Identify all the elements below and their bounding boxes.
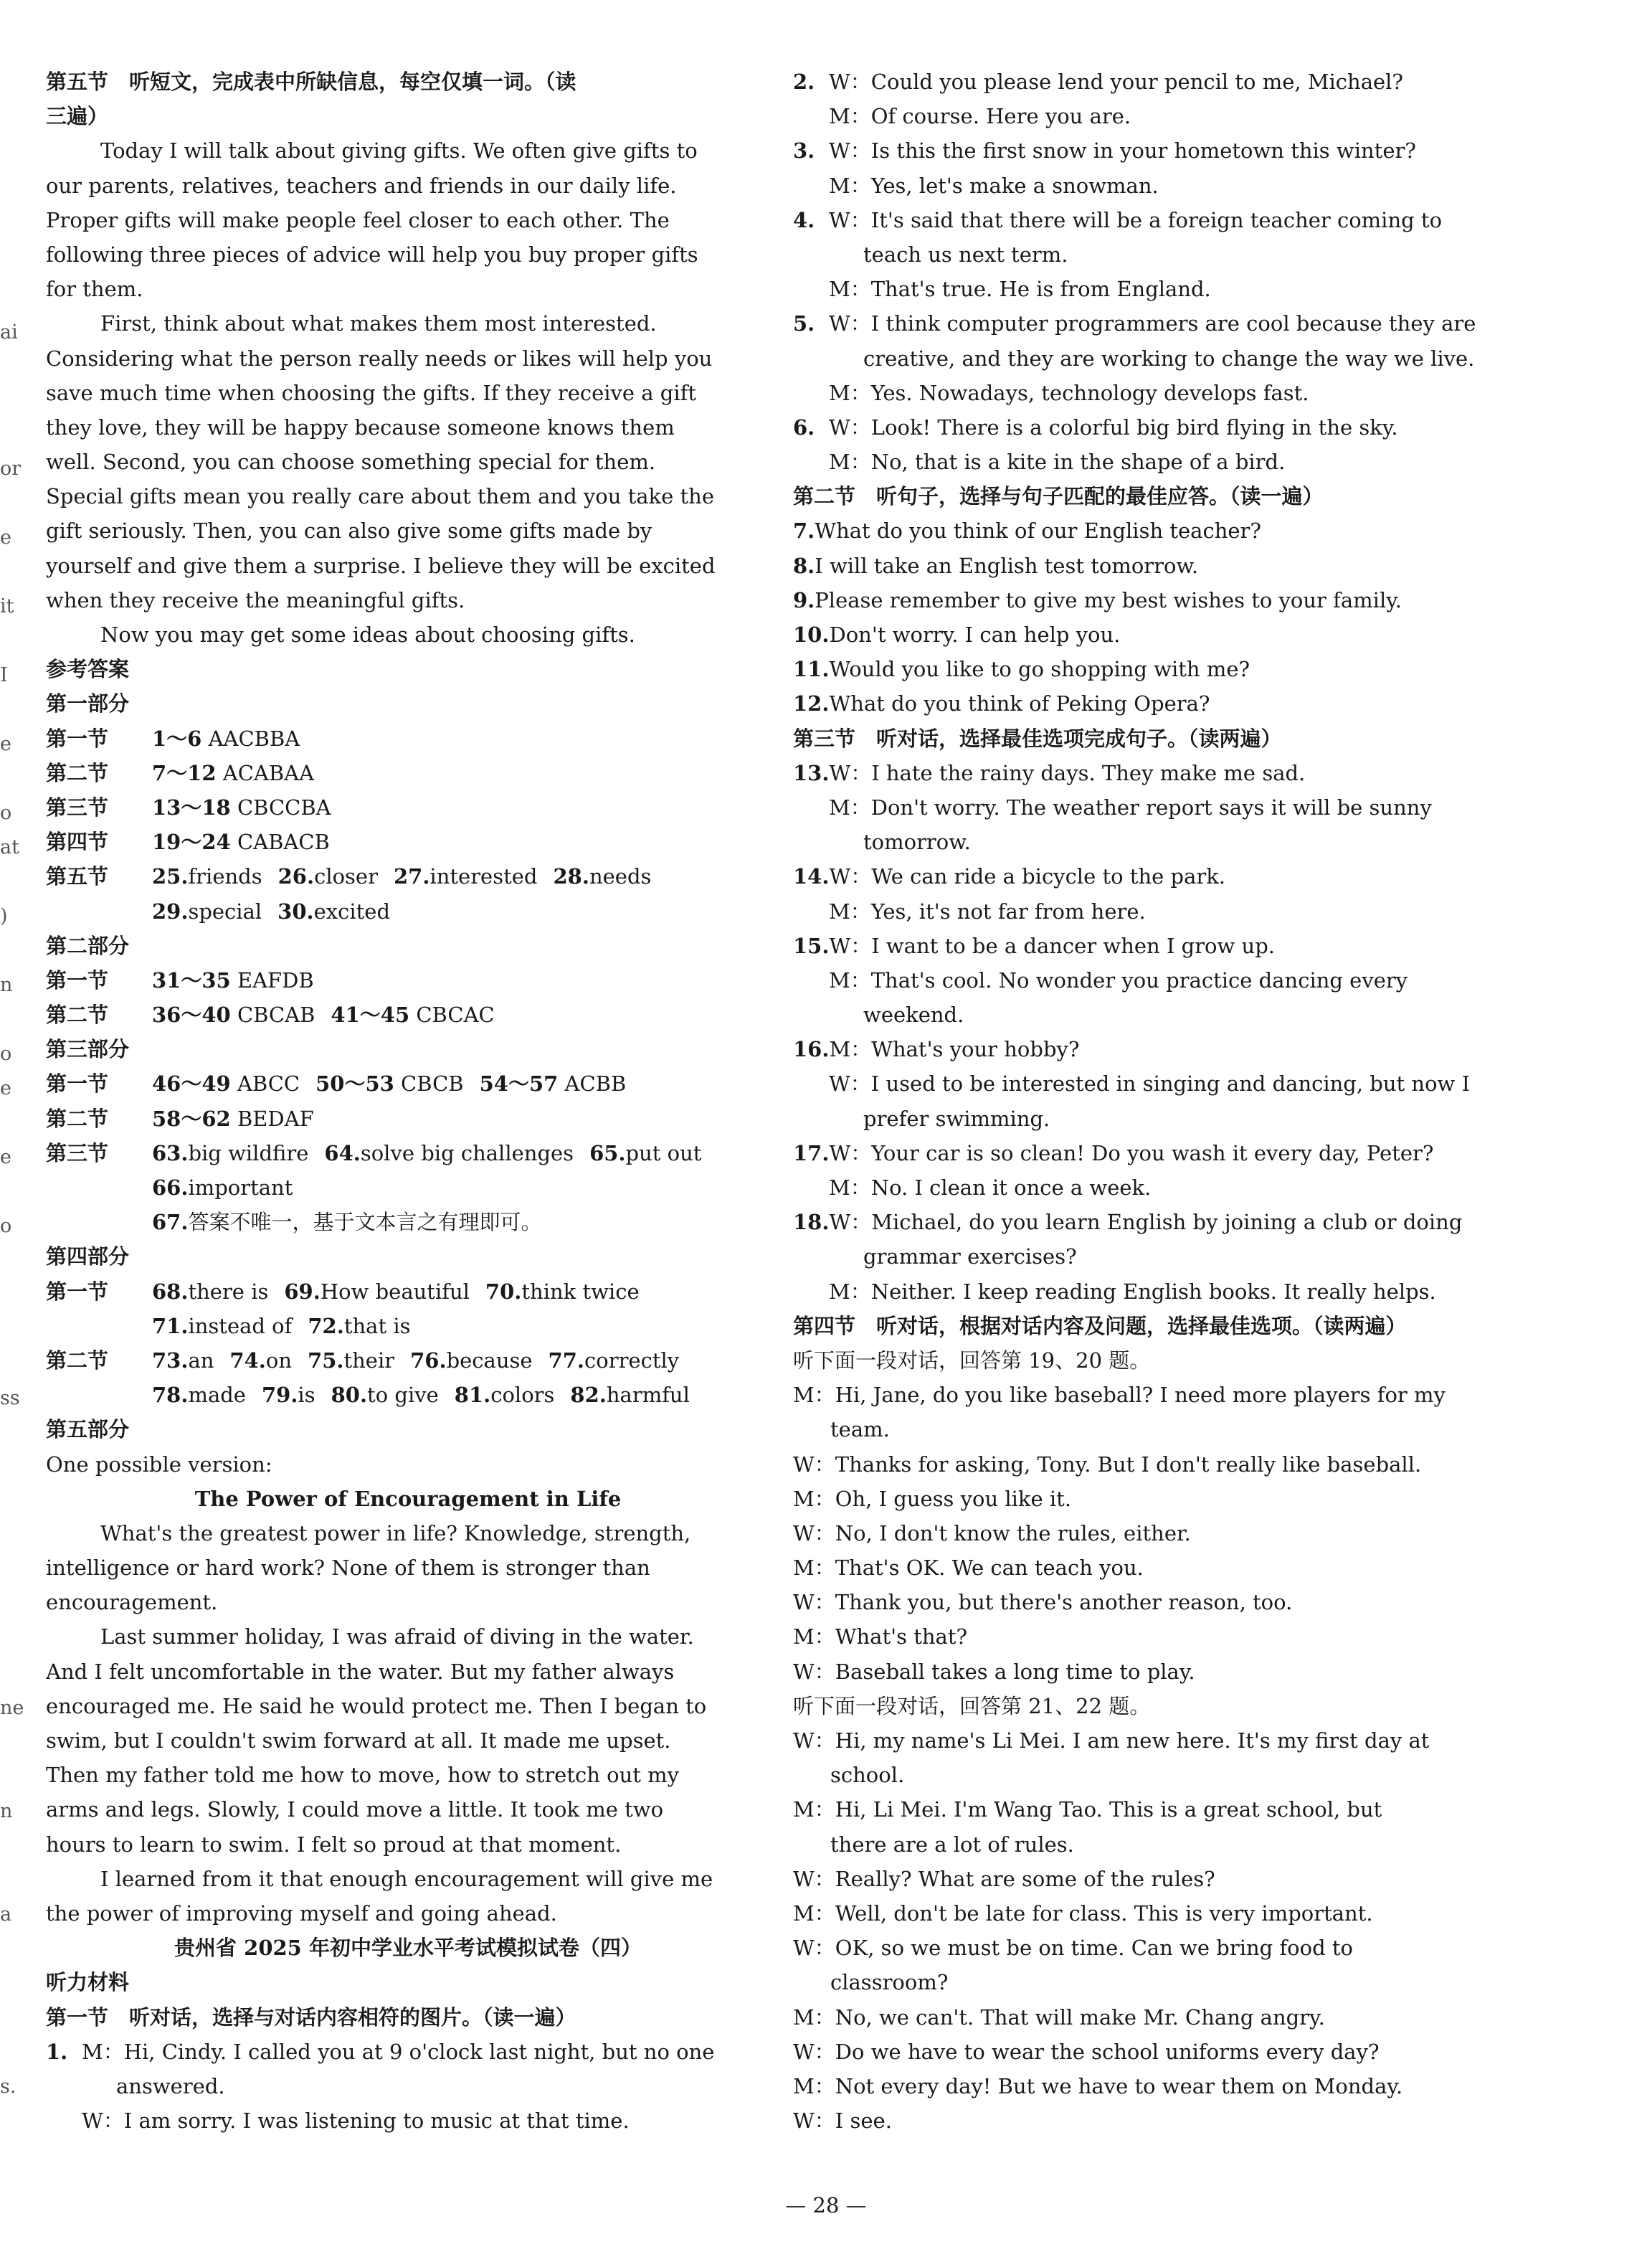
edge-fragment: o (0, 802, 12, 824)
passage-line: save much time when choosing the gifts. If they receive a gift (46, 380, 697, 405)
essay-line: intelligence or hard work? None of them is stronger than (46, 1556, 650, 1581)
dialogue-line: classroom? (830, 1970, 949, 1995)
passage-line: Special gifts mean you really care about them and you take the (46, 484, 714, 509)
dialogue-intro: 听下面一段对话，回答第 21、22 题。 (793, 1693, 1151, 1718)
exam-title: 贵州省 2025 年初中学业水平考试模拟试卷（四） (174, 1936, 642, 1961)
dialogue-line: 15.W：I want to be a dancer when I grow up. (793, 933, 1276, 958)
answers-title: 参考答案 (46, 657, 130, 682)
dialogue-line: M：That's OK. We can teach you. (793, 1556, 1144, 1581)
answer-row: 67.答案不唯一，基于文本言之有理即可。 (152, 1210, 542, 1235)
dialogue-line: M：That's true. He is from England. (829, 277, 1211, 302)
dialogue-line: W：No, I don't know the rules, either. (793, 1520, 1191, 1545)
listening-section4-heading: 第四节 听对话，根据对话内容及问题，选择最佳选项。（读两遍） (793, 1313, 1407, 1338)
dialogue-line: 3. W：Is this the first snow in your hometown this winter? (793, 138, 1416, 164)
section5-heading: 第五节 听短文，完成表中所缺信息，每空仅填一词。（读 (46, 70, 576, 94)
essay-line: Last summer holiday, I was afraid of diving in the water. (100, 1624, 694, 1649)
edge-fragment: s. (0, 2075, 16, 2098)
edge-fragment: e (0, 526, 11, 549)
edge-fragment: or (0, 458, 22, 480)
dialogue-line: M：Yes, it's not far from here. (829, 899, 1146, 924)
essay-line: swim, but I couldn't swim forward at all. It made me upset. (46, 1728, 671, 1753)
dialogue-line: M：Don't worry. The weather report says it will be sunny (829, 795, 1432, 820)
essay-line: What's the greatest power in life? Knowledge, strength, (100, 1520, 691, 1545)
dialogue-line: 14.W：We can ride a bicycle to the park. (793, 864, 1226, 889)
sentence-line: 12.What do you think of Peking Opera? (793, 691, 1210, 716)
edge-fragment: I (0, 664, 8, 686)
dialogue-line: M：Hi, Li Mei. I'm Wang Tao. This is a great school, but (793, 1797, 1382, 1822)
passage-line: following three pieces of advice will help you buy proper gifts (46, 242, 698, 267)
dialogue-line: teach us next term. (863, 242, 1068, 267)
passage-line: our parents, relatives, teachers and friends in our daily life. (46, 173, 677, 198)
sentence-line: 9.Please remember to give my best wishes to your family. (793, 587, 1402, 612)
dialogue-intro: 听下面一段对话，回答第 19、20 题。 (793, 1348, 1151, 1373)
edge-fragment: ) (0, 905, 8, 927)
answer-row: 29.special 30.excited (152, 899, 391, 924)
dialogue-line: creative, and they are working to change the way we live. (863, 346, 1475, 371)
edge-fragment: a (0, 1903, 12, 1926)
edge-fragment: n (0, 974, 13, 996)
edge-fragment: e (0, 733, 11, 755)
dialogue-line: W：Thank you, but there's another reason, too. (793, 1590, 1293, 1615)
part-5-heading: 第五部分 (46, 1417, 130, 1442)
passage-line: Now you may get some ideas about choosing gifts. (100, 622, 635, 647)
passage-line: First, think about what makes them most interested. (100, 311, 657, 336)
dialogue-line: M：Hi, Jane, do you like baseball? I need more players for my (793, 1383, 1446, 1408)
essay-line: And I felt uncomfortable in the water. But my father always (46, 1659, 675, 1684)
dialogue-line: M：Yes. Nowadays, technology develops fast. (829, 380, 1309, 405)
dialogue-line: 1. M：Hi, Cindy. I called you at 9 o'clock last night, but no one (46, 2039, 715, 2064)
passage-line: Today I will talk about giving gifts. We often give gifts to (100, 138, 698, 164)
dialogue-line: tomorrow. (863, 830, 971, 855)
edge-fragment: ne (0, 1697, 24, 1719)
dialogue-line: M：That's cool. No wonder you practice dancing every (829, 967, 1408, 993)
answer-row: 第一节 68.there is 69.How beautiful 70.think twice (46, 1279, 640, 1304)
dialogue-line: M：Neither. I keep reading English books. It really helps. (829, 1279, 1436, 1304)
dialogue-line: W：I used to be interested in singing and dancing, but now I (829, 1071, 1471, 1097)
listening-section2-heading: 第二节 听句子，选择与句子匹配的最佳应答。（读一遍） (793, 484, 1324, 509)
dialogue-line: M：No, that is a kite in the shape of a bird. (829, 450, 1286, 475)
dialogue-line: M：No, we can't. That will make Mr. Chang angry. (793, 2004, 1325, 2030)
passage-line: Considering what the person really needs or likes will help you (46, 346, 713, 371)
part-4-heading: 第四部分 (46, 1244, 130, 1269)
answer-row: 第四节 19～24 CABACB (46, 830, 330, 855)
edge-fragment: e (0, 1146, 11, 1168)
answer-row: 第一节 46～49 ABCC 50～53 CBCB 54～57 ACBB (46, 1071, 627, 1097)
dialogue-line: school. (830, 1763, 905, 1788)
dialogue-line: 17.W：Your car is so clean! Do you wash it every day, Peter? (793, 1140, 1434, 1165)
left-column (46, 65, 770, 2138)
dialogue-line: 16.M：What's your hobby? (793, 1037, 1080, 1062)
answer-row: 66.important (152, 1175, 293, 1200)
dialogue-line: weekend. (863, 1003, 964, 1028)
answer-row: 71.instead of 72.that is (152, 1313, 411, 1338)
passage-line: when they receive the meaningful gifts. (46, 587, 465, 612)
dialogue-line: M：Oh, I guess you like it. (793, 1486, 1072, 1511)
dialogue-line: 4. W：It's said that there will be a foreign teacher coming to (793, 207, 1443, 232)
dialogue-line: 18.W：Michael, do you learn English by joining a club or doing (793, 1210, 1463, 1235)
dialogue-line: 5. W：I think computer programmers are cool because they are (793, 311, 1476, 336)
essay-line: encouraged me. He said he would protect me. Then I began to (46, 1693, 707, 1718)
edge-fragment: at (0, 836, 19, 858)
dialogue-line: team. (830, 1417, 890, 1442)
listening-section3-heading: 第三节 听对话，选择最佳选项完成句子。（读两遍） (793, 726, 1282, 751)
part-3-heading: 第三部分 (46, 1037, 130, 1062)
dialogue-line: M：Well, don't be late for class. This is very important. (793, 1900, 1373, 1926)
passage-line: for them. (46, 277, 143, 302)
passage-line: gift seriously. Then, you can also give some gifts made by (46, 519, 652, 544)
passage-line: well. Second, you can choose something special for them. (46, 450, 656, 475)
dialogue-line: W：Really? What are some of the rules? (793, 1866, 1215, 1891)
essay-line: I learned from it that enough encouragement will give me (100, 1866, 713, 1891)
listening-material-title: 听力材料 (46, 1970, 130, 1995)
answer-row: 第二节 7～12 ACABAA (46, 760, 315, 785)
section5-heading-cont: 三遍） (46, 104, 109, 129)
edge-fragment: n (0, 1800, 13, 1822)
dialogue-line: W：Do we have to wear the school uniforms every day? (793, 2039, 1380, 2064)
sentence-line: 11.Would you like to go shopping with me? (793, 657, 1250, 682)
dialogue-line: M：What's that? (793, 1624, 968, 1649)
answer-row: 第一节 1～6 AACBBA (46, 726, 300, 751)
essay-line: the power of improving myself and going ahead. (46, 1900, 557, 1926)
dialogue-line: 6. W：Look! There is a colorful big bird flying in the sky. (793, 415, 1398, 440)
essay-line: arms and legs. Slowly, I could move a little. It took me two (46, 1797, 664, 1822)
listening-section1-heading: 第一节 听对话，选择与对话内容相符的图片。（读一遍） (46, 2004, 576, 2030)
edge-fragment: o (0, 1215, 12, 1237)
answer-row: 78.made 79.is 80.to give 81.colors 82.harmful (152, 1383, 690, 1408)
answer-row: 第二节 58～62 BEDAF (46, 1106, 314, 1131)
passage-line: yourself and give them a surprise. I believe they will be excited (46, 553, 716, 578)
sentence-line: 7.What do you think of our English teacher? (793, 519, 1261, 544)
answer-row: 第一节 31～35 EAFDB (46, 967, 314, 993)
model-essay (46, 1516, 770, 1931)
edge-fragment: o (0, 1043, 12, 1065)
dialogue-line: prefer swimming. (863, 1106, 1050, 1131)
essay-title: The Power of Encouragement in Life (194, 1486, 622, 1511)
essay-line: Then my father told me how to move, how to stretch out my (46, 1763, 680, 1788)
dialogue-line: M：Of course. Here you are. (829, 104, 1131, 129)
dialogue-line: there are a lot of rules. (830, 1832, 1074, 1857)
edge-fragment: it (0, 595, 14, 617)
version-label: One possible version: (46, 1452, 272, 1477)
passage-line: they love, they will be happy because someone knows them (46, 415, 675, 440)
dialogue-line: 13.W：I hate the rainy days. They make me sad. (793, 760, 1306, 785)
dialogue-line: M：Yes, let's make a snowman. (829, 173, 1159, 198)
edge-fragment: e (0, 1077, 11, 1099)
answer-row: 第二节 36～40 CBCAB 41～45 CBCAC (46, 1003, 495, 1028)
answer-row: 第五节 25.friends 26.closer 27.interested 28.needs (46, 864, 652, 889)
answer-row: 第二节 73.an 74.on 75.their 76.because 77.correctly (46, 1348, 680, 1373)
dialogue-line: W：Hi, my name's Li Mei. I am new here. It's my first day at (793, 1728, 1430, 1753)
dialogue-line: W：I see. (793, 2108, 892, 2134)
sentence-line: 8.I will take an English test tomorrow. (793, 553, 1199, 578)
dialogue-line: W：I am sorry. I was listening to music at that time. (82, 2108, 630, 2134)
part-1-heading: 第一部分 (46, 691, 130, 716)
answer-row: 第三节 63.big wildfire 64.solve big challenges 65.put out (46, 1140, 702, 1165)
essay-line: hours to learn to swim. I felt so proud at that moment. (46, 1832, 622, 1857)
page-number: — 28 — (785, 2193, 867, 2217)
part-2-heading: 第二部分 (46, 933, 130, 958)
dialogue-line: M：No. I clean it once a week. (829, 1175, 1152, 1200)
dialogue-line: W：OK, so we must be on time. Can we bring food to (793, 1936, 1353, 1961)
essay-line: encouragement. (46, 1590, 218, 1615)
dialogue-line: answered. (116, 2073, 225, 2098)
dialogue-line: grammar exercises? (863, 1244, 1077, 1269)
listening-passage (46, 133, 770, 652)
dialogue-line: W：Thanks for asking, Tony. But I don't really like baseball. (793, 1452, 1422, 1477)
dialogue-line: 2. W：Could you please lend your pencil to me, Michael? (793, 70, 1403, 94)
edge-fragment: ai (0, 321, 18, 344)
passage-line: Proper gifts will make people feel closer to each other. The (46, 207, 670, 232)
sentence-line: 10.Don't worry. I can help you. (793, 622, 1121, 647)
edge-fragment: ss (0, 1387, 20, 1409)
right-column (793, 65, 1517, 2138)
dialogue-line: M：Not every day! But we have to wear them on Monday. (793, 2073, 1403, 2098)
dialogue-line: W：Baseball takes a long time to play. (793, 1659, 1195, 1684)
answer-row: 第三节 13～18 CBCCBA (46, 795, 331, 820)
